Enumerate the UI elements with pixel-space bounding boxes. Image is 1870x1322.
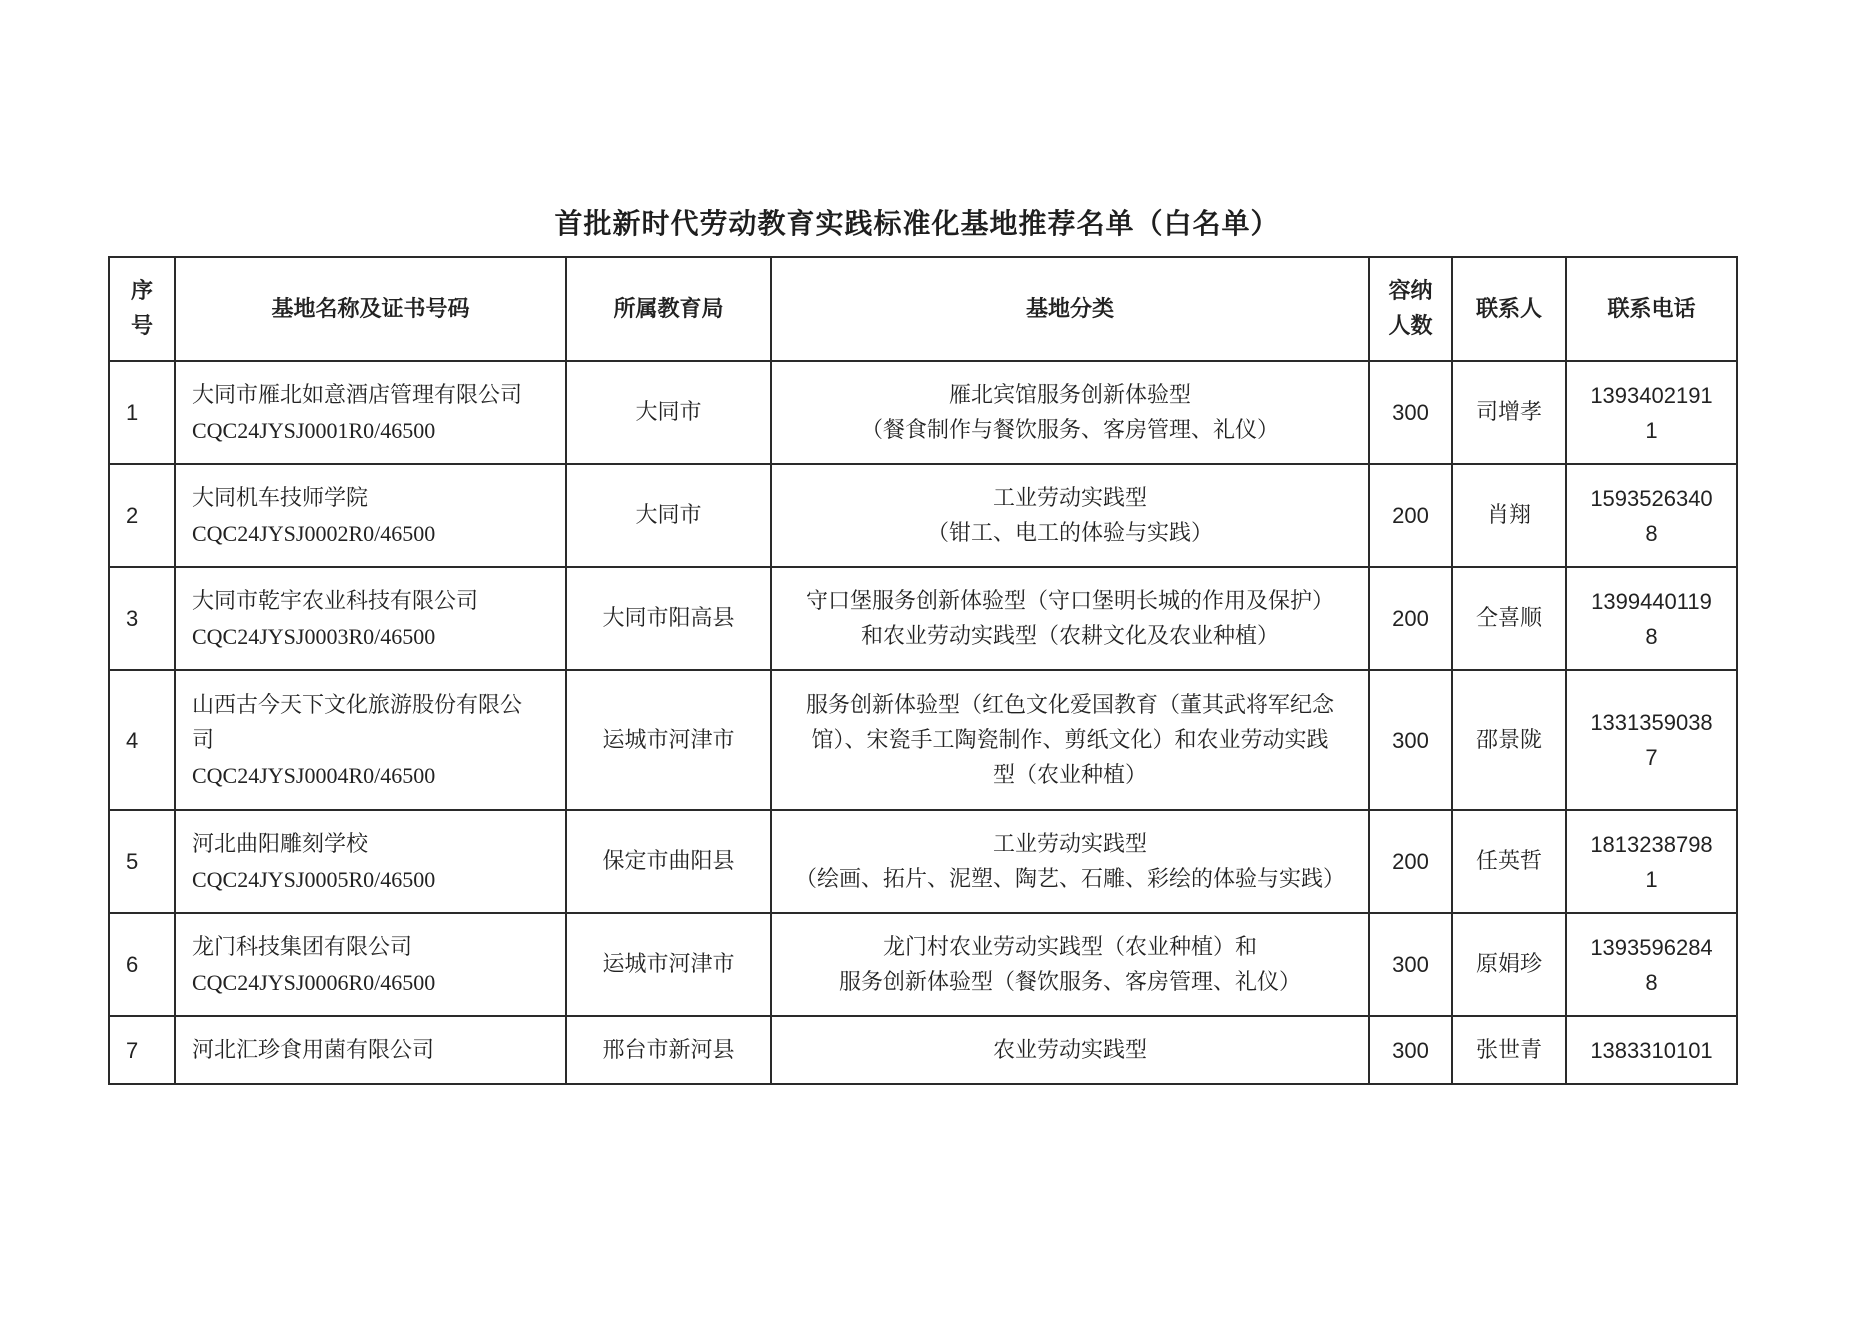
contact-phone-line: 1: [1645, 417, 1658, 443]
table-row: [109, 1016, 1737, 1084]
contact-person: 肖翔: [1452, 464, 1566, 567]
capacity: 300: [1369, 670, 1452, 810]
base-name: [175, 1016, 566, 1084]
base-name-line: 大同机车技师学院: [192, 485, 369, 511]
capacity: 300: [1369, 361, 1452, 464]
contact-phone-line: 8: [1645, 623, 1658, 649]
table-row: [109, 361, 1737, 464]
education-bureau: 大同市: [566, 464, 771, 567]
capacity: 200: [1369, 810, 1452, 913]
base-category-line: 守口堡服务创新体验型（守口堡明长城的作用及保护）: [805, 588, 1334, 614]
row-index: 1: [109, 361, 175, 464]
base-name-line: 龙门科技集团有限公司: [192, 934, 413, 960]
capacity: 200: [1369, 567, 1452, 670]
contact-person: 张世青: [1452, 1016, 1566, 1084]
contact-phone-line: 8: [1645, 969, 1658, 995]
header-bureau: 所属教育局: [566, 257, 771, 361]
header-index-line: 号: [130, 313, 153, 339]
contact-person: 任英哲: [1452, 810, 1566, 913]
education-bureau: 大同市阳高县: [566, 567, 771, 670]
contact-phone: [1566, 361, 1737, 464]
capacity: 300: [1369, 1016, 1452, 1084]
base-category: [771, 1016, 1369, 1084]
header-contact: 联系人: [1452, 257, 1566, 361]
table-row: [109, 670, 1737, 810]
base-name-line: 河北汇珍食用菌有限公司: [192, 1037, 435, 1063]
base-name-line: CQC24JYSJ0003R0/46500: [192, 623, 436, 649]
base-category-line: 服务创新体验型（餐饮服务、客房管理、礼仪）: [838, 969, 1301, 995]
base-category: [771, 361, 1369, 464]
base-name: [175, 810, 566, 913]
contact-person: 司增孝: [1452, 361, 1566, 464]
contact-phone: [1566, 670, 1737, 810]
education-bureau: 邢台市新河县: [566, 1016, 771, 1084]
base-name-line: 山西古今天下文化旅游股份有限公: [192, 692, 523, 718]
base-name: [175, 361, 566, 464]
base-category: [771, 670, 1369, 810]
base-category-line: 龙门村农业劳动实践型（农业种植）和: [882, 934, 1257, 960]
education-bureau: 运城市河津市: [566, 670, 771, 810]
contact-phone: [1566, 913, 1737, 1016]
base-name: [175, 670, 566, 810]
base-name-line: 河北曲阳雕刻学校: [192, 831, 369, 857]
education-bureau: 保定市曲阳县: [566, 810, 771, 913]
base-name-line: 司: [192, 727, 215, 753]
table-header-row: [109, 257, 1737, 361]
header-index: [109, 257, 175, 361]
base-category: [771, 464, 1369, 567]
base-category-line: 馆）、宋瓷手工陶瓷制作、剪纸文化）和农业劳动实践: [811, 727, 1329, 753]
base-name-line: 大同市乾宇农业科技有限公司: [192, 588, 479, 614]
base-category-line: （钳工、电工的体验与实践）: [926, 520, 1213, 546]
base-name-line: CQC24JYSJ0005R0/46500: [192, 866, 436, 892]
header-capacity: [1369, 257, 1452, 361]
row-index: 6: [109, 913, 175, 1016]
row-index: 7: [109, 1016, 175, 1084]
base-category-line: 雁北宾馆服务创新体验型: [948, 382, 1191, 408]
contact-person: 原娟珍: [1452, 913, 1566, 1016]
base-category-line: 型（农业种植）: [992, 762, 1147, 788]
contact-phone-line: 1813238798: [1590, 831, 1713, 857]
base-category-line: （餐食制作与餐饮服务、客房管理、礼仪）: [860, 417, 1279, 443]
contact-phone: [1566, 464, 1737, 567]
base-name-line: 大同市雁北如意酒店管理有限公司: [192, 382, 523, 408]
contact-phone: [1566, 810, 1737, 913]
base-category-line: 服务创新体验型（红色文化爱国教育（董其武将军纪念: [805, 692, 1334, 718]
education-bureau: 大同市: [566, 361, 771, 464]
base-category-line: 工业劳动实践型: [992, 831, 1147, 857]
contact-person: 仝喜顺: [1452, 567, 1566, 670]
header-name: 基地名称及证书号码: [175, 257, 566, 361]
contact-person: 邵景陇: [1452, 670, 1566, 810]
capacity: 200: [1369, 464, 1452, 567]
base-name-line: CQC24JYSJ0006R0/46500: [192, 969, 436, 995]
base-category: [771, 567, 1369, 670]
header-category: 基地分类: [771, 257, 1369, 361]
base-name-line: CQC24JYSJ0001R0/46500: [192, 417, 436, 443]
base-name: [175, 913, 566, 1016]
table-row: [109, 464, 1737, 567]
education-bureau: 运城市河津市: [566, 913, 771, 1016]
row-index: 2: [109, 464, 175, 567]
base-name: [175, 567, 566, 670]
row-index: 4: [109, 670, 175, 810]
contact-phone-line: 1383310101: [1590, 1037, 1713, 1063]
document-title: 首批新时代劳动教育实践标准化基地推荐名单（白名单）: [554, 207, 1280, 240]
base-category: [771, 913, 1369, 1016]
base-category-line: 工业劳动实践型: [992, 485, 1147, 511]
contact-phone-line: 1: [1645, 866, 1658, 892]
whitelist-table: [108, 256, 1738, 1085]
table-row: [109, 810, 1737, 913]
header-phone: 联系电话: [1566, 257, 1737, 361]
row-index: 5: [109, 810, 175, 913]
contact-phone-line: 1399440119: [1591, 588, 1712, 614]
header-capacity-line: 人数: [1388, 313, 1433, 339]
contact-phone: [1566, 1016, 1737, 1084]
capacity: 300: [1369, 913, 1452, 1016]
contact-phone-line: 8: [1645, 520, 1658, 546]
header-capacity-line: 容纳: [1388, 278, 1433, 304]
base-category-line: 和农业劳动实践型（农耕文化及农业种植）: [860, 623, 1279, 649]
base-category-line: 农业劳动实践型: [992, 1037, 1147, 1063]
base-name-line: CQC24JYSJ0002R0/46500: [192, 520, 436, 546]
base-name: [175, 464, 566, 567]
table-row: [109, 567, 1737, 670]
table-row: [109, 913, 1737, 1016]
contact-phone-line: 1331359038: [1590, 710, 1713, 735]
contact-phone: [1566, 567, 1737, 670]
contact-phone-line: 1393596284: [1590, 934, 1713, 960]
base-category: [771, 810, 1369, 913]
contact-phone-line: 1593526340: [1590, 485, 1713, 511]
base-name-line: CQC24JYSJ0004R0/46500: [192, 762, 436, 788]
contact-phone-line: 1393402191: [1590, 382, 1713, 408]
contact-phone-line: 7: [1645, 745, 1658, 770]
base-category-line: （绘画、拓片、泥塑、陶艺、石雕、彩绘的体验与实践）: [794, 866, 1345, 892]
row-index: 3: [109, 567, 175, 670]
header-index-line: 序: [130, 278, 153, 304]
